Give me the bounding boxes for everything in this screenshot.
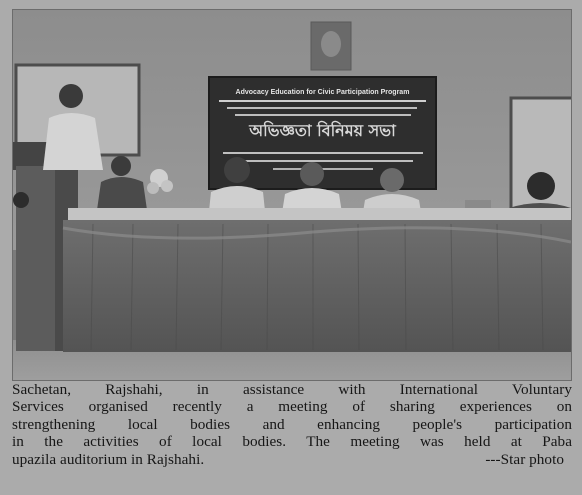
photo-credit: ---Star photo — [485, 450, 564, 468]
caption-line: Services organised recently a meeting of sharing experiences on — [12, 398, 572, 416]
caption-line: Sachetan, Rajshahi, in assistance with International Voluntary — [12, 381, 572, 398]
photo-caption — [12, 381, 572, 468]
caption-line: upazila auditorium in Rajshahi. — [12, 450, 205, 468]
news-photo — [12, 9, 572, 381]
caption-line: strengthening local bodies and enhancing people's participation — [12, 415, 572, 433]
caption-line: in the activities of local bodies. The meeting was held at Paba — [12, 433, 572, 451]
photo-scene — [13, 10, 571, 380]
banner-main-text: অভিজ্ঞতা বিনিময় সভা — [249, 121, 396, 140]
table-skirt — [63, 220, 571, 352]
banner-english-heading: Advocacy Education for Civic Participation Program — [235, 89, 410, 96]
caption-last-line — [12, 451, 572, 468]
